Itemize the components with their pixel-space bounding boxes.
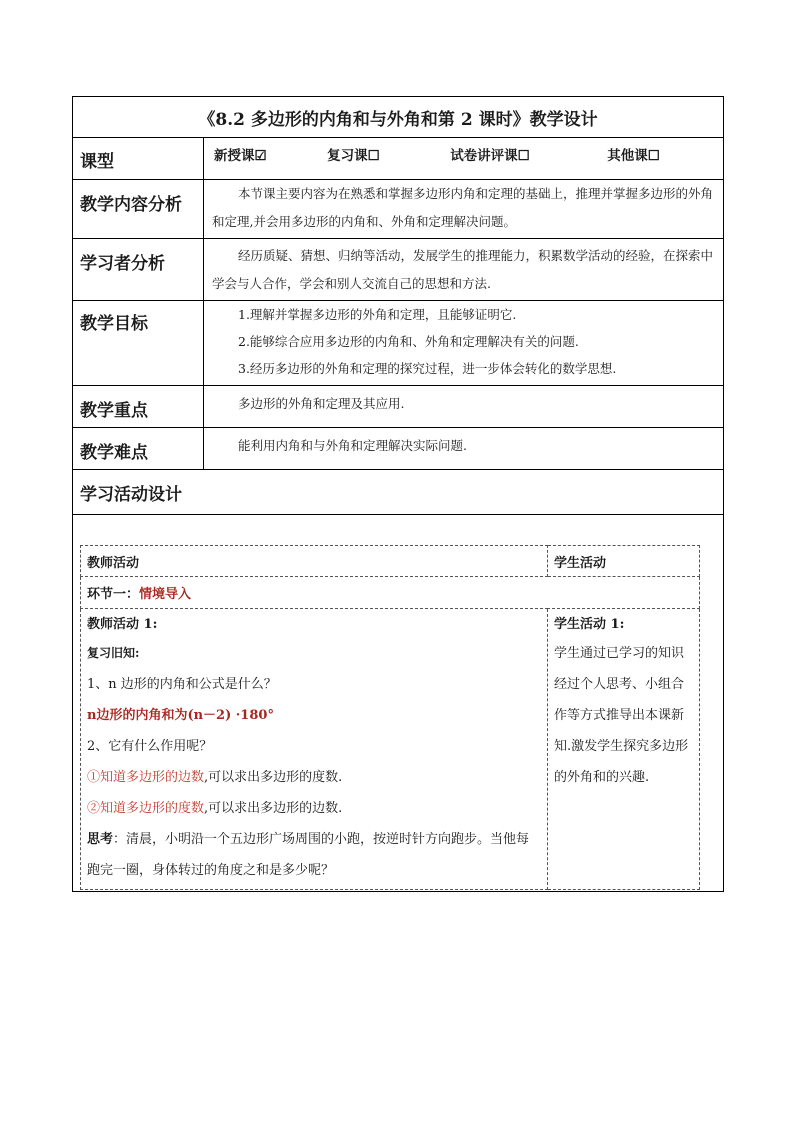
review-label: 复习旧知: bbox=[87, 646, 140, 660]
student-activity-title: 学生活动 1: bbox=[554, 617, 625, 632]
objectives-label: 教学目标 bbox=[73, 301, 204, 386]
section-prefix: 环节一： bbox=[87, 587, 140, 602]
answer-1: n边形的内角和为(n－2) ·180° bbox=[87, 708, 274, 723]
content-analysis-text: 本节课主要内容为在熟悉和掌握多边形内角和定理的基础上，推理并掌握多边形的外角和定理,并会用多边形的内角和、外角和定理解决问题。 bbox=[204, 180, 724, 239]
lesson-plan-table bbox=[72, 96, 724, 892]
option-test-review-lesson: 试卷讲评课☐ bbox=[450, 148, 530, 164]
activity-design-label: 学习活动设计 bbox=[73, 470, 724, 515]
answer-2-1-red: ①知道多边形的边数 bbox=[87, 770, 205, 785]
student-activity-cell bbox=[548, 609, 700, 890]
student-activity-text: 学生通过已学习的知识经过个人思考、小组合作等方式推导出本课新知.激发学生探究多边形的外角和的兴趣. bbox=[554, 646, 689, 785]
question-2: 2、它有什么作用呢？ bbox=[87, 739, 213, 754]
option-other-lesson: 其他课☐ bbox=[607, 148, 660, 164]
activity-table bbox=[80, 545, 700, 890]
key-point-text: 多边形的外角和定理及其应用. bbox=[204, 386, 724, 428]
objectives-list bbox=[204, 301, 724, 386]
option-new-lesson: 新授课☑ bbox=[214, 148, 267, 164]
document-title: 《8.2 多边形的内角和与外角和第 2 课时》教学设计 bbox=[73, 97, 724, 138]
activity-design-body bbox=[73, 515, 724, 892]
objective-item: 2.能够综合应用多边形的内角和、外角和定理解决有关的问题. bbox=[238, 334, 579, 349]
content-analysis-label: 教学内容分析 bbox=[73, 180, 204, 239]
learner-analysis-label: 学习者分析 bbox=[73, 239, 204, 301]
section-heading bbox=[81, 577, 700, 609]
learner-analysis-text: 经历质疑、猜想、归纳等活动，发展学生的推理能力，积累数学活动的经验，在探索中学会与人合作，学会和别人交流自己的思想和方法. bbox=[204, 239, 724, 301]
answer-2-2-red: ②知道多边形的度数 bbox=[87, 801, 205, 816]
answer-2-1-rest: ,可以求出多边形的度数. bbox=[204, 770, 343, 785]
student-activity-header: 学生活动 bbox=[548, 546, 700, 577]
objective-item: 3.经历多边形的外角和定理的探究过程，进一步体会转化的数学思想. bbox=[238, 361, 617, 376]
answer-2-2 bbox=[87, 793, 541, 824]
think-label: 思考 bbox=[87, 832, 114, 847]
difficulty-label: 教学难点 bbox=[73, 428, 204, 470]
lesson-type-label: 课型 bbox=[73, 138, 204, 180]
difficulty-text: 能利用内角和与外角和定理解决实际问题. bbox=[204, 428, 724, 470]
question-1: 1、n 边形的内角和公式是什么？ bbox=[87, 677, 277, 692]
answer-2-1 bbox=[87, 762, 541, 793]
objective-item: 1.理解并掌握多边形的外角和定理，且能够证明它. bbox=[238, 307, 517, 322]
option-review-lesson: 复习课☐ bbox=[327, 148, 380, 164]
teacher-activity-title: 教师活动 1: bbox=[87, 617, 158, 632]
lesson-type-options bbox=[204, 138, 724, 180]
teacher-activity-cell bbox=[81, 609, 548, 890]
think-text: ：清晨，小明沿一个五边形广场周围的小跑，按逆时针方向跑步。当他每跑完一圈，身体转过的角度之和是多少呢？ bbox=[87, 832, 530, 878]
answer-2-2-rest: ,可以求出多边形的边数. bbox=[204, 801, 343, 816]
teacher-activity-header: 教师活动 bbox=[81, 546, 548, 577]
section-title: 情境导入 bbox=[139, 587, 192, 602]
think-question bbox=[87, 824, 541, 886]
key-point-label: 教学重点 bbox=[73, 386, 204, 428]
